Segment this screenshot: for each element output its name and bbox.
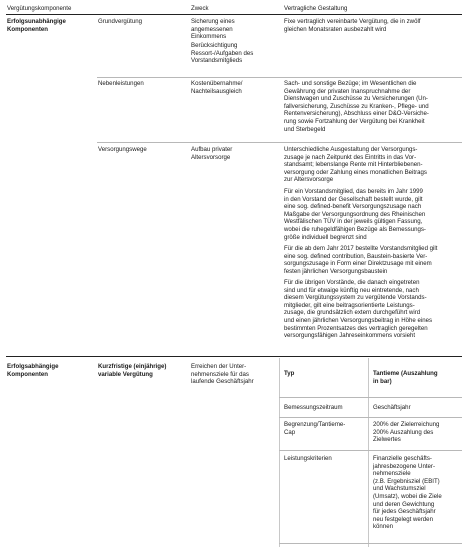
subtable-value: Geschäftsjahr [373,404,411,411]
subtable-value: Finanzielle geschäfts- [373,455,432,462]
section-variable-label: Komponenten [7,370,48,378]
design-text: Maßgabe der Versorgungsordnung des Rheinischen [284,210,426,218]
subtable-key: Begrenzung/Tantieme- [284,421,346,428]
design-text: Für ein Vorstandsmitglied, das bereits im Jahr 1999 [284,188,423,195]
header-component: Vergütungskomponente [7,5,72,12]
section-rule [6,356,462,357]
purpose-text: Ressort-/Aufgaben des [191,49,254,57]
header-rule [6,14,462,15]
design-text: sorgungszusage in Form einer Direktzusage mit einem [284,260,432,268]
subtable-row-divider [279,543,462,544]
design-text: Rentenversicherung), Abschluss einer D&O-Versiche- [284,110,429,118]
row-divider [97,77,462,78]
subtable-row-divider [279,397,462,398]
design-text: größe individuell begrenzt sind [284,233,367,241]
design-text: eine sog. defined-benefit Versorgungszusage nach [284,203,422,211]
design-text: mitglieder, gilt eine beitragsorientierte Leistungs- [284,301,415,309]
purpose-text: Vorstandsmitglieds [191,57,243,65]
design-text: Für die übrigen Vorstände, die danach eingetreten [284,279,420,286]
design-text: gleichen Monatsraten ausbezahlt wird [284,25,387,33]
design-text: in den Vorstand der Gesellschaft bestellt wurde, gilt [284,195,423,203]
design-text: wobei die ruhegeldfähigen Bezüge als Bemessungs- [284,226,426,233]
design-text: Dienstwagen und Zuschüsse zu Versicherungen (Un- [284,95,428,103]
design-text: und Sterbegeld [284,125,326,133]
subtable-row-divider [279,417,462,418]
subtable-value: Zielwertes [373,436,401,444]
design-text: sind und für etwaige künftig neu eintretende, nach [284,286,419,294]
design-text: zusage je nach Zeitpunkt des Eintritts in das Vor- [284,153,417,161]
design-text: diesem Vergütungssystem zu vergütende Vorstands- [284,294,427,302]
subtable-row-divider [279,450,462,451]
design-text: Westfälischen TÜV in der jeweils gültigen Fassung, [284,218,423,226]
design-text: eine sog. defined contribution, Baustein-basierte Ver- [284,252,428,260]
purpose-text: angemessenen [191,25,233,33]
section-variable-label: Erfolgsabhängige [7,363,59,370]
row-name-fringe: Nebenleistungen [98,80,144,87]
subtable-header-bonus: Tantieme (Auszahlung [373,370,438,377]
purpose-text: Berücksichtigung [191,42,238,49]
subtable-value: können [373,523,393,531]
subtable-header-bonus: in bar) [373,377,392,385]
subtable-value: und Wachstumsziel [373,485,426,493]
subtable-value: neu festgelegt werden [373,515,433,523]
design-text: und einen jährlichen Versorgungsbeitrag in Höhe eines [284,317,433,324]
subtable-divider [368,358,369,547]
design-text: versorgung oder Zahlung eines monatlichen Beitrags [284,168,427,176]
design-text: Gewährung der privaten Inanspruchnahme der [284,87,411,95]
purpose-text: Kostenübernahme/ [191,80,243,87]
row-name-base-pay: Grundvergütung [98,18,143,25]
row-name-pension: Versorgungswege [98,146,147,153]
purpose-text: Einkommens [191,33,227,41]
row-name-short-term-variable: variable Vergütung [98,370,153,378]
design-text: rung sowie Fortzahlung der Vergütung bei Krankheit [284,118,425,125]
row-name-short-term-variable: Kurzfristige (einjährige) [98,363,167,370]
section-fixed-label: Erfolgsunabhängige [7,18,66,25]
design-text: standsamt; lebenslange Rente mit Hinterbliebenen- [284,161,423,169]
header-design: Vertragliche Gestaltung [284,5,348,12]
purpose-text: nehmensziele für das [191,370,249,378]
subtable-value: und deren Gewichtung [373,500,435,508]
purpose-text: Sicherung eines [191,18,235,25]
subtable-value: jahresbezogene Unter- [373,462,435,470]
design-text: fallversicherung, Zuschüsse zu Kranken-, Pflege- und [284,102,429,110]
section-fixed-label: Komponenten [7,25,48,33]
subtable-value: nehmensziele [373,470,411,478]
design-text: zur Altersvorsorge [284,176,334,184]
subtable-value: 200% Auszahlung des [373,428,434,436]
subtable-header-type: Typ [284,370,295,377]
design-text: zusage, die grundsätzlich extern durchgeführt wird [284,309,421,317]
header-purpose: Zweck [191,5,209,12]
subtable-key: Cap [284,428,296,436]
design-text: bestimmten Prozentsatzes des vertraglich geregelten [284,324,428,332]
design-text: Fixe vertraglich vereinbarte Vergütung, die in zwölf [284,18,421,25]
purpose-text: Nachteilsausgleich [191,87,242,95]
purpose-text: laufende Geschäftsjahr [191,378,254,386]
subtable-value: 200% der Zielerreichung [373,421,440,428]
subtable-value: (Umsatz), wobei die Ziele [373,493,442,500]
subtable-key: Leistungskriterien [284,455,332,462]
row-divider [97,142,462,143]
purpose-text: Altersvorsorge [191,153,231,161]
subtable-value: (z.B. Ergebnisziel (EBIT) [373,477,440,485]
purpose-text: Erreichen der Unter- [191,363,247,370]
design-text: festen jährlichen Versorgungsbaustein [284,267,388,275]
subtable-key: Bemessungszeitraum [284,404,343,411]
design-text: Sach- und sonstige Bezüge; im Wesentlichen die [284,80,417,87]
design-text: Unterschiedliche Ausgestaltung der Versorgungs- [284,146,418,153]
design-text: Für die ab dem Jahr 2017 bestellte Vorstandsmitglied gilt [284,245,438,252]
purpose-text: Aufbau privater [191,146,233,153]
design-text: versorgungsfähigen Jahreseinkommens vorsieht [284,332,416,340]
subtable-value: für jedes Geschäftsjahr [373,508,436,516]
subtable-border [279,358,280,547]
